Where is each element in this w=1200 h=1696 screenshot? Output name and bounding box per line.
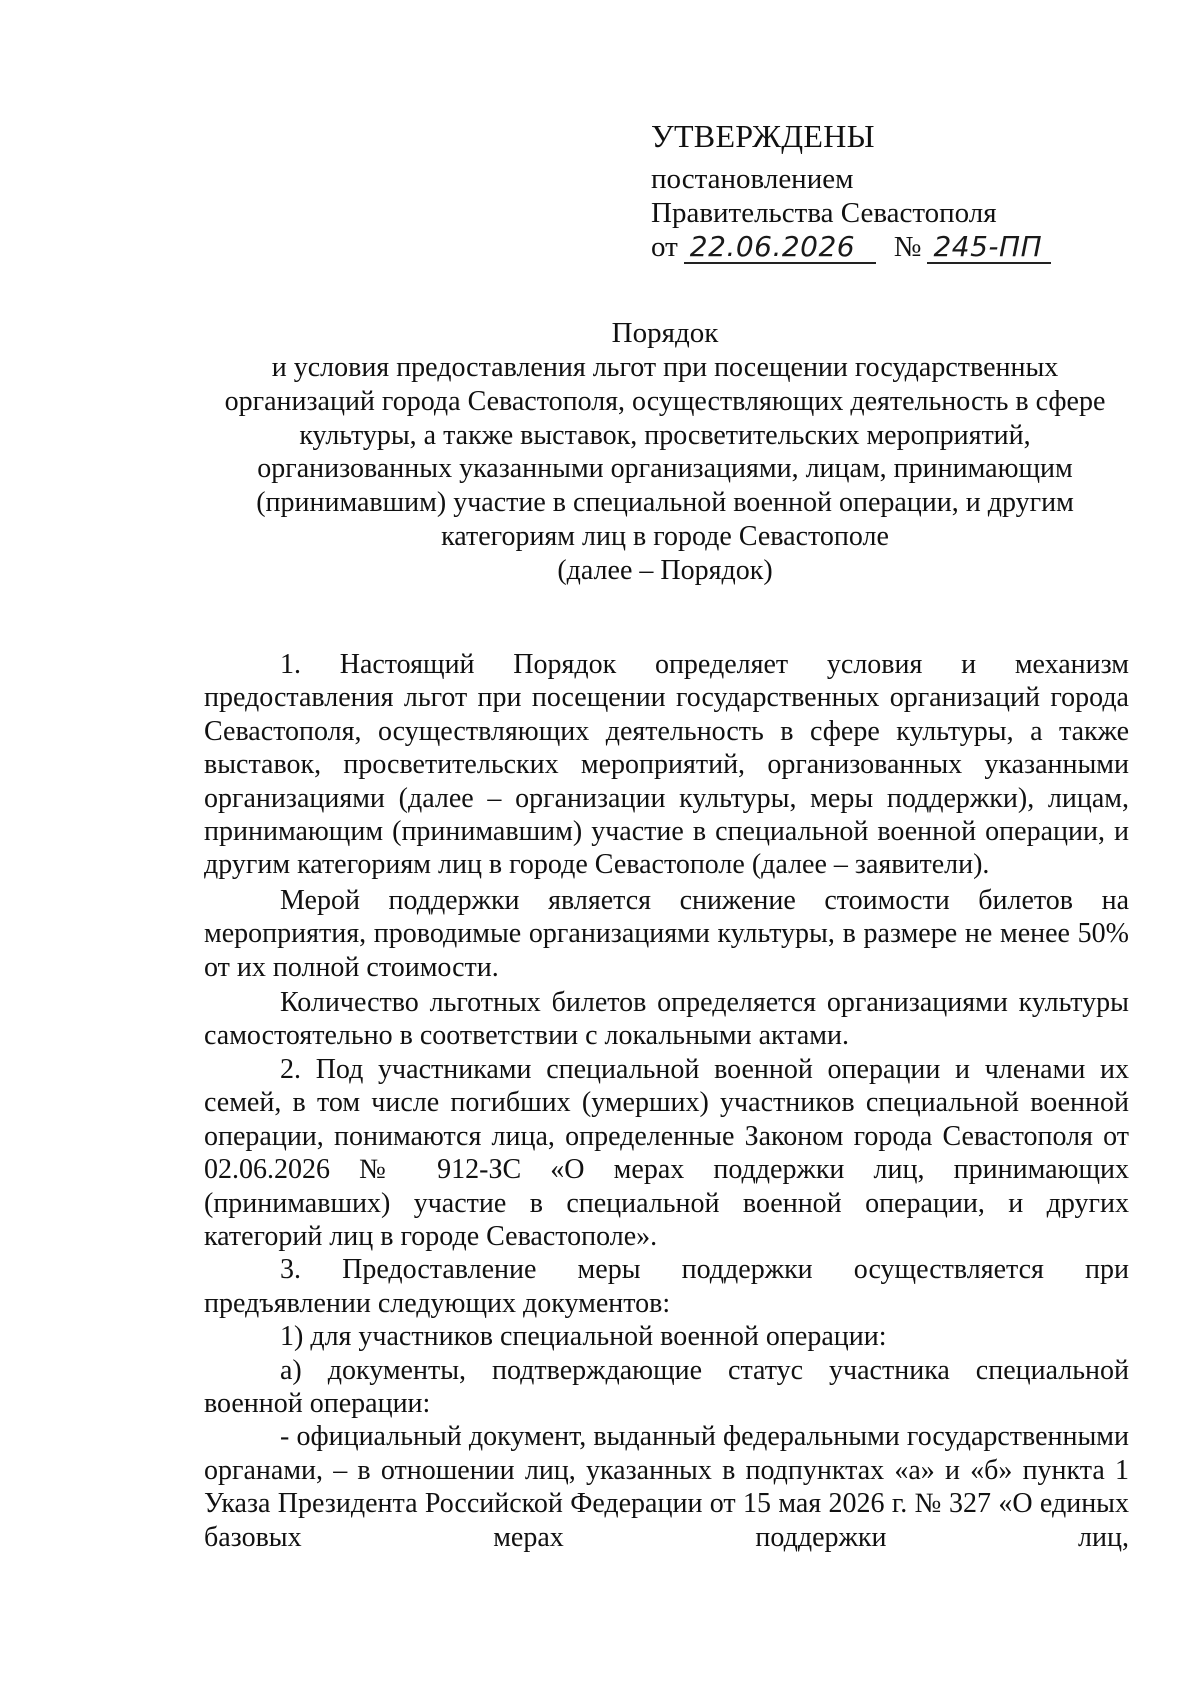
- heading-line: организованных указанными организациями, лицам, принимающим: [257, 453, 1073, 485]
- number-prefix: №: [893, 231, 922, 263]
- document-heading: [200, 316, 1130, 588]
- subitem-official-document: - официальный документ, выданный федеральными государственными органами, – в отношении лиц, указанных в подпунктах «а» и «б» пункта 1 Указа Президента Российской Федерации от 15 мая 2026 г. № 327 «О единых базовых мерах поддержки лиц,: [204, 1421, 1129, 1553]
- paragraph-ticket-count: Количество льготных билетов определяется организациями культуры самостоятельно в соответствии с локальными актами.: [204, 987, 1129, 1052]
- paragraph-support-measure: Мерой поддержки является снижение стоимости билетов на мероприятия, проводимые организациями культуры, в размере не менее 50% от их полной стоимости.: [204, 884, 1129, 983]
- document-body: [204, 648, 1129, 1554]
- handwritten-number: 245-ПП: [927, 232, 1051, 264]
- approval-line-2: Правительства Севастополя: [651, 197, 997, 229]
- heading-line: и условия предоставления льгот при посещении государственных: [271, 352, 1059, 383]
- heading-line: категориям лиц в городе Севастополе: [441, 520, 889, 552]
- heading-line: (далее – Порядок): [557, 554, 773, 586]
- document-title: Порядок: [611, 317, 719, 349]
- heading-line: культуры, а также выставок, просветительских мероприятий,: [299, 419, 1031, 451]
- paragraph-2: 2. Под участниками специальной военной операции и членами их семей, в том числе погибших (умерших) участников специальной военной операции, понимаются лица, определенные Законом города Севастополя от 02.06.2026 № 912-ЗС «О мерах поддержки лиц, принимающих (принимавших) участие в специальной военной операции, и других категорий лиц в городе Севастополе».: [204, 1053, 1129, 1252]
- subitem-1: 1) для участников специальной военной операции:: [280, 1321, 887, 1353]
- approval-block: [651, 118, 1111, 264]
- approval-line-1: постановлением: [651, 163, 854, 195]
- heading-line: (принимавшим) участие в специальной военной операции, и другим: [256, 487, 1074, 519]
- heading-line: организаций города Севастополя, осуществляющих деятельность в сфере: [224, 385, 1106, 417]
- date-prefix: от: [651, 231, 678, 263]
- approval-title: УТВЕРЖДЕНЫ: [651, 118, 875, 154]
- paragraph-3: 3. Предоставление меры поддержки осуществляется при предъявлении следующих документов:: [204, 1254, 1129, 1319]
- approval-date-line: [651, 230, 1111, 264]
- subitem-a: а) документы, подтверждающие статус участника специальной военной операции:: [204, 1354, 1129, 1419]
- handwritten-date: 22.06.2026: [684, 232, 876, 264]
- paragraph-1: 1. Настоящий Порядок определяет условия и механизм предоставления льгот при посещении государственных организаций города Севастополя, осуществляющих деятельность в сфере культуры, а также выставок, просветительских мероприятий, организованных указанными организациями (далее – организации культуры, меры поддержки), лицам, принимающим (принимавшим) участие в специальной военной операции, и другим категориям лиц в городе Севастополе (далее – заявители).: [204, 649, 1129, 881]
